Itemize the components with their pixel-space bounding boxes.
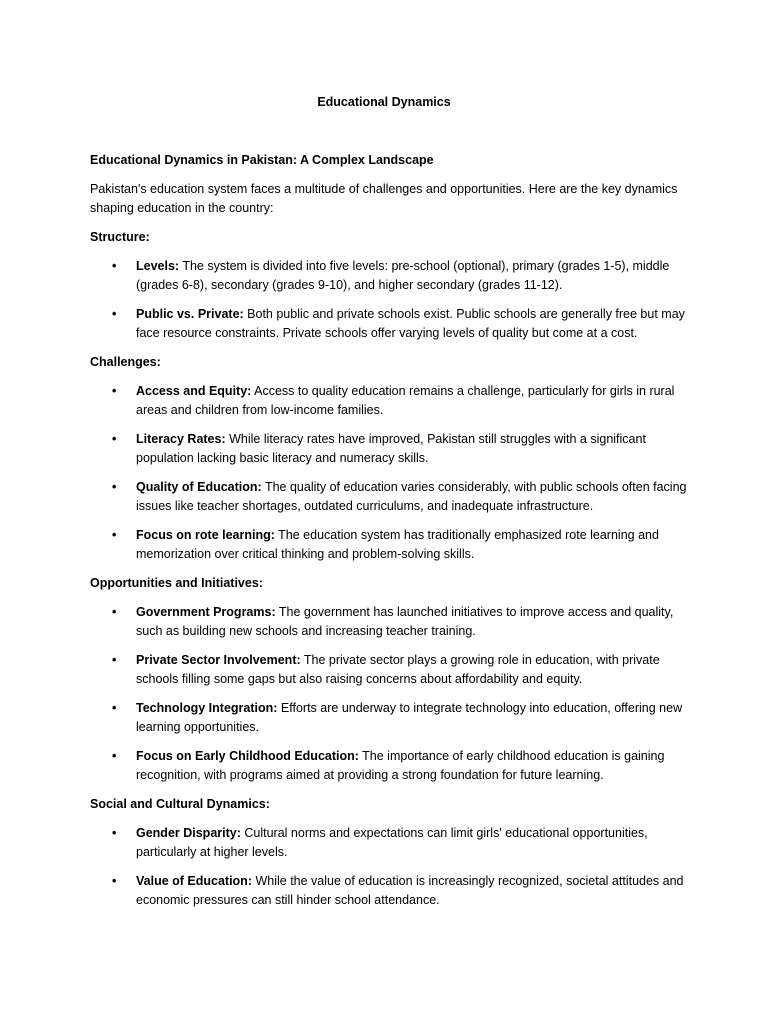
item-text: The education system has traditionally emphasized rote learning and memorization over critical thinking and problem-solving skills.	[136, 528, 659, 561]
structure-list	[90, 257, 690, 343]
bullet-icon: •	[112, 384, 117, 398]
item-text: Cultural norms and expectations can limit girls' educational opportunities, particularly at higher levels.	[136, 826, 648, 859]
item-term: Gender Disparity:	[136, 826, 241, 840]
list-item	[90, 699, 690, 737]
item-term: Technology Integration:	[136, 701, 278, 715]
section-heading-challenges: Challenges:	[90, 355, 161, 369]
item-term: Focus on rote learning:	[136, 528, 275, 542]
list-item	[90, 603, 690, 641]
section-heading-social-cultural: Social and Cultural Dynamics:	[90, 797, 270, 811]
item-text: The system is divided into five levels: pre-school (optional), primary (grades 1-5), middle (grades 6-8), secondary (grades 9-10), and higher secondary (grades 11-12).	[136, 259, 670, 292]
section-heading-structure: Structure:	[90, 230, 150, 244]
item-term: Levels:	[136, 259, 180, 273]
bullet-icon: •	[112, 528, 117, 542]
item-text: Efforts are underway to integrate technology into education, offering new learning opportunities.	[136, 701, 683, 734]
document-subtitle: Educational Dynamics in Pakistan: A Complex Landscape	[90, 153, 434, 167]
item-text: The quality of education varies considerably, with public schools often facing issues like teacher shortages, outdated curriculums, and inadequate infrastructure.	[136, 480, 687, 513]
bullet-icon: •	[112, 307, 117, 321]
bullet-icon: •	[112, 826, 117, 840]
bullet-icon: •	[112, 653, 117, 667]
list-item	[90, 872, 690, 910]
item-term: Public vs. Private:	[136, 307, 244, 321]
list-item	[90, 478, 690, 516]
item-text: The importance of early childhood education is gaining recognition, with programs aimed at providing a strong foundation for future learning.	[136, 749, 665, 782]
item-text: The government has launched initiatives to improve access and quality, such as building new schools and increasing teacher training.	[136, 605, 674, 638]
bullet-icon: •	[112, 432, 117, 446]
item-term: Quality of Education:	[136, 480, 262, 494]
bullet-icon: •	[112, 749, 117, 763]
intro-paragraph: Pakistan's education system faces a multitude of challenges and opportunities. Here are the key dynamics shaping education in the country:	[90, 182, 678, 215]
item-text: While the value of education is increasingly recognized, societal attitudes and economic pressures can still hinder school attendance.	[136, 874, 684, 907]
item-text: Access to quality education remains a challenge, particularly for girls in rural areas and children from low-income families.	[136, 384, 675, 417]
document-title: Educational Dynamics	[317, 95, 451, 109]
item-text: While literacy rates have improved, Pakistan still struggles with a significant population lacking basic literacy and numeracy skills.	[136, 432, 646, 465]
item-term: Private Sector Involvement:	[136, 653, 301, 667]
list-item	[90, 747, 690, 785]
bullet-icon: •	[112, 480, 117, 494]
item-text: Both public and private schools exist. Public schools are generally free but may face resource constraints. Private schools offer varying levels of quality but come at a cost.	[136, 307, 685, 340]
bullet-icon: •	[112, 259, 117, 273]
item-term: Value of Education:	[136, 874, 252, 888]
list-item	[90, 824, 690, 862]
section-heading-opportunities: Opportunities and Initiatives:	[90, 576, 263, 590]
list-item	[90, 430, 690, 468]
item-term: Government Programs:	[136, 605, 276, 619]
list-item	[90, 305, 690, 343]
item-term: Access and Equity:	[136, 384, 252, 398]
document-body	[90, 151, 690, 920]
opportunities-list	[90, 603, 690, 785]
challenges-list	[90, 382, 690, 564]
list-item	[90, 382, 690, 420]
item-text: The private sector plays a growing role in education, with private schools filling some gaps but also raising concerns about affordability and equity.	[136, 653, 660, 686]
list-item	[90, 257, 690, 295]
social-cultural-list	[90, 824, 690, 910]
bullet-icon: •	[112, 701, 117, 715]
bullet-icon: •	[112, 874, 117, 888]
item-term: Literacy Rates:	[136, 432, 226, 446]
item-term: Focus on Early Childhood Education:	[136, 749, 359, 763]
bullet-icon: •	[112, 605, 117, 619]
list-item	[90, 651, 690, 689]
list-item	[90, 526, 690, 564]
